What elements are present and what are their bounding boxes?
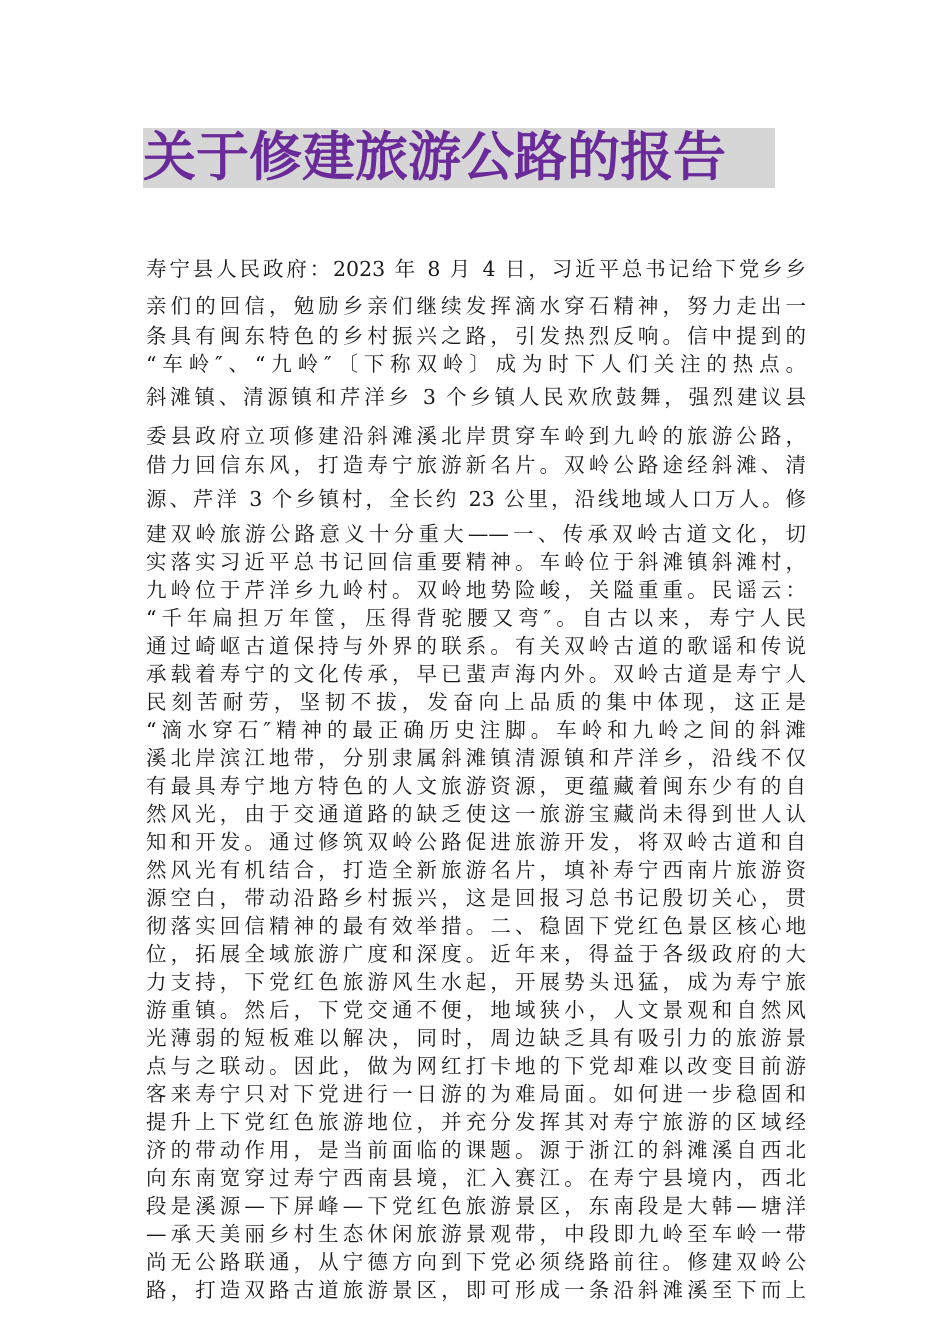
paragraph-line: 斜滩镇、清源镇和芹洋乡 3 个乡镇人民欢欣鼓舞，强烈建议县	[146, 385, 806, 409]
paragraph-line: “滴水穿石″精神的最正确历史注脚。车岭和九岭之间的斜滩	[146, 718, 806, 742]
paragraph-line: “车岭″、“九岭″〔下称双岭〕成为时下人们关注的热点。	[146, 352, 806, 376]
paragraph-line: “千年扁担万年筐，压得背驼腰又弯″。自古以来，寿宁人民	[146, 606, 806, 630]
paragraph-line: 知和开发。通过修筑双岭公路促进旅游开发，将双岭古道和自	[146, 830, 806, 854]
paragraph-line: 光薄弱的短板难以解决，同时，周边缺乏具有吸引力的旅游景	[146, 1026, 806, 1050]
paragraph-line: 借力回信东风，打造寿宁旅游新名片。双岭公路途经斜滩、清	[146, 453, 806, 477]
paragraph-line: 客来寿宁只对下党进行一日游的为难局面。如何进一步稳固和	[146, 1082, 806, 1106]
paragraph-line: 提升上下党红色旅游地位，并充分发挥其对寿宁旅游的区域经	[146, 1110, 806, 1134]
title-highlight	[143, 128, 775, 188]
paragraph-line: 然风光，由于交通道路的缺乏使这一旅游宝藏尚未得到世人认	[146, 802, 806, 826]
paragraph-line: 溪北岸滨江地带，分别隶属斜滩镇清源镇和芹洋乡，沿线不仅	[146, 746, 806, 770]
document-title: 关于修建旅游公路的报告	[143, 128, 726, 188]
paragraph-line: 点与之联动。因此，做为网红打卡地的下党却难以改变目前游	[146, 1054, 806, 1078]
paragraph-line: 建双岭旅游公路意义十分重大——一、传承双岭古道文化，切	[146, 522, 806, 546]
paragraph-line: 九岭位于芹洋乡九岭村。双岭地势险峻，关隘重重。民谣云：	[146, 578, 806, 602]
paragraph-line: 源、芹洋 3 个乡镇村，全长约 23 公里，沿线地域人口万人。修	[146, 487, 806, 511]
paragraph-line: 路，打造双路古道旅游景区，即可形成一条沿斜滩溪至下而上	[146, 1278, 806, 1302]
paragraph-line: 济的带动作用，是当前面临的课题。源于浙江的斜滩溪自西北	[146, 1138, 806, 1162]
paragraph-line: 承载着寿宁的文化传承，早已蜚声海内外。双岭古道是寿宁人	[146, 662, 806, 686]
paragraph-line: —承天美丽乡村生态休闲旅游景观带，中段即九岭至车岭一带	[146, 1222, 806, 1246]
paragraph-line: 彻落实回信精神的最有效举措。二、稳固下党红色景区核心地	[146, 914, 806, 938]
paragraph-line: 实落实习近平总书记回信重要精神。车岭位于斜滩镇斜滩村，	[146, 550, 806, 574]
paragraph-line: 段是溪源—下屏峰—下党红色旅游景区，东南段是大韩—塘洋	[146, 1194, 806, 1218]
paragraph-line: 向东南宽穿过寿宁西南县境，汇入赛江。在寿宁县境内，西北	[146, 1166, 806, 1190]
paragraph-line: 民刻苦耐劳，坚韧不拔，发奋向上品质的集中体现，这正是	[146, 690, 806, 714]
paragraph-line: 游重镇。然后，下党交通不便，地域狭小，人文景观和自然风	[146, 998, 806, 1022]
paragraph-line: 源空白，带动沿路乡村振兴，这是回报习总书记殷切关心，贯	[146, 886, 806, 910]
paragraph-line: 尚无公路联通，从宁德方向到下党必须绕路前往。修建双岭公	[146, 1250, 806, 1274]
paragraph-line: 条具有闽东特色的乡村振兴之路，引发热烈反响。信中提到的	[146, 324, 806, 348]
paragraph-line: 力支持，下党红色旅游风生水起，开展势头迅猛，成为寿宁旅	[146, 970, 806, 994]
paragraph-line: 委县政府立项修建沿斜滩溪北岸贯穿车岭到九岭的旅游公路，	[146, 424, 806, 448]
paragraph-line: 通过崎岖古道保持与外界的联系。有关双岭古道的歌谣和传说	[146, 634, 806, 658]
paragraph-line: 然风光有机结合，打造全新旅游名片，填补寿宁西南片旅游资	[146, 858, 806, 882]
paragraph-line: 寿宁县人民政府：2023 年 8 月 4 日，习近平总书记给下党乡乡	[146, 257, 806, 281]
paragraph-line: 亲们的回信，勉励乡亲们继续发挥滴水穿石精神，努力走出一	[146, 294, 806, 318]
paragraph-line: 位，拓展全域旅游广度和深度。近年来，得益于各级政府的大	[146, 942, 806, 966]
paragraph-line: 有最具寿宁地方特色的人文旅游资源，更蕴藏着闽东少有的自	[146, 774, 806, 798]
